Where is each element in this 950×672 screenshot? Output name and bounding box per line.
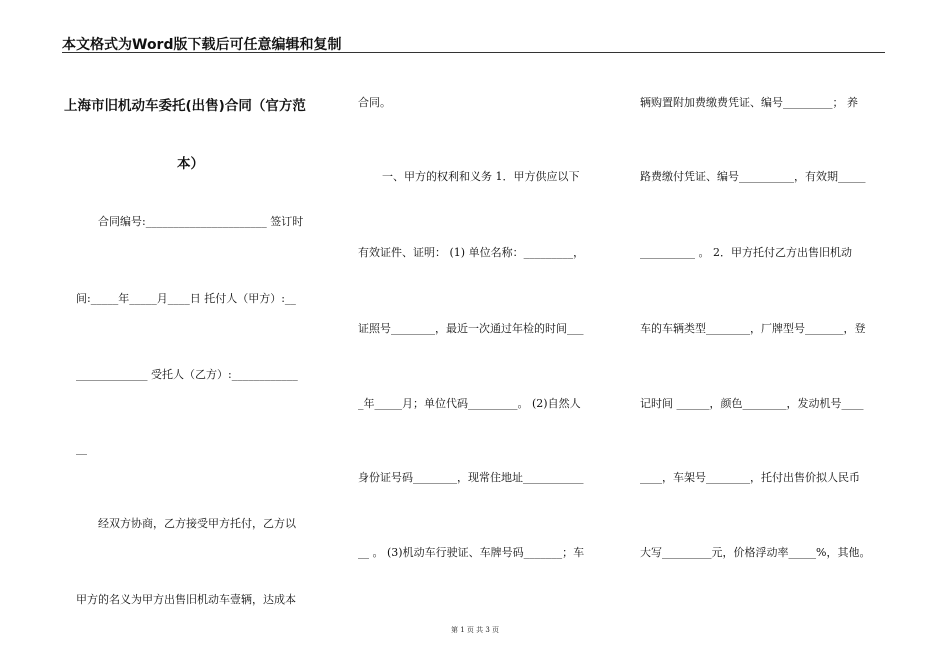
- body-line: ____，车架号________，托付出售价拟人民币: [640, 471, 860, 484]
- body-line: 合同编号:______________________ 签订时: [98, 215, 304, 228]
- body-line: 大写_________元，价格浮动率_____%，其他。: [640, 546, 871, 559]
- body-line: 间:_____年_____月____日 托付人（甲方）:__: [76, 292, 296, 305]
- page-footer: 第 1 页 共 3 页: [450, 626, 500, 634]
- body-line: 合同。: [358, 96, 391, 109]
- body-line: _____________ 受托人（乙方）:____________: [76, 368, 298, 381]
- body-line: 甲方的名义为甲方出售旧机动车壹辆，达成本: [76, 593, 296, 606]
- body-line: __ 。 (3)机动车行驶证、车牌号码_______；车: [358, 546, 585, 559]
- banner-text: 本文格式为Word版下载后可任意编辑和复制: [62, 37, 342, 53]
- body-line: 路费缴付凭证、编号__________，有效期_____: [640, 170, 866, 183]
- body-line: __: [76, 442, 87, 455]
- body-line: 一、甲方的权利和义务 1．甲方供应以下: [382, 170, 580, 183]
- document-title-line1: 上海市旧机动车委托(出售)合同（官方范: [64, 98, 306, 114]
- body-line: 证照号________，最近一次通过年检的时间___: [358, 322, 584, 335]
- header-rule: [62, 52, 885, 53]
- body-line: 身份证号码________，现常住地址___________: [358, 471, 584, 484]
- document-title-line2: 本）: [177, 156, 204, 172]
- body-line: 记时间 ______，颜色________，发动机号____: [640, 397, 864, 410]
- body-line: 车的车辆类型________，厂牌型号_______，登: [640, 322, 866, 335]
- body-line: __________ 。 2．甲方托付乙方出售旧机动: [640, 246, 852, 259]
- body-line: 辆购置附加费缴费凭证、编号_________； 养: [640, 96, 858, 109]
- body-line: _年_____月；单位代码_________。 (2)自然人: [358, 397, 581, 410]
- body-line: 经双方协商，乙方接受甲方托付，乙方以: [98, 517, 296, 530]
- body-line: 有效证件、证明： (1) 单位名称：_________，: [358, 246, 585, 259]
